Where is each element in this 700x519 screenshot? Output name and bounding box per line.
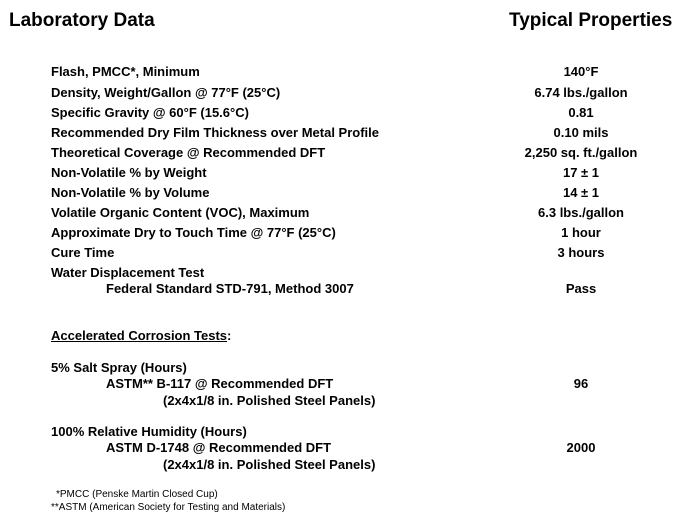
salt-spray-label: 5% Salt Spray (Hours) [51,360,187,375]
property-label: Flash, PMCC*, Minimum [51,64,200,79]
property-value: 14 ± 1 [562,185,600,200]
property-label: Non-Volatile % by Volume [51,185,210,200]
property-label: Volatile Organic Content (VOC), Maximum [51,205,310,220]
property-value: 1 hour [561,225,601,240]
corrosion-heading-text: Accelerated Corrosion Tests [51,328,228,343]
humidity-panels: (2x4x1/8 in. Polished Steel Panels) [163,457,376,472]
property-value: 6.74 lbs./gallon [534,85,628,100]
salt-spray-method: ASTM** B-117 @ Recommended DFT [106,376,334,391]
property-label: Specific Gravity @ 60°F (15.6°C) [51,105,249,120]
section-title-laboratory-data: Laboratory Data [9,10,155,31]
property-label: Recommended Dry Film Thickness over Metal Profile [51,125,379,140]
corrosion-heading [51,328,231,343]
property-value: 3 hours [557,245,605,260]
property-value: 140°F [563,64,599,79]
property-value: 6.3 lbs./gallon [538,205,624,220]
water-test-label: Water Displacement Test [51,265,205,280]
corrosion-heading-colon: : [227,328,232,343]
property-label: Non-Volatile % by Weight [51,165,207,180]
property-value: 2,250 sq. ft./gallon [524,145,638,160]
property-label: Density, Weight/Gallon @ 77°F (25°C) [51,85,281,100]
salt-spray-panels: (2x4x1/8 in. Polished Steel Panels) [163,393,376,408]
salt-spray-value: 96 [573,376,589,391]
section-title-typical-properties: Typical Properties [509,10,673,31]
humidity-label: 100% Relative Humidity (Hours) [51,424,247,439]
property-label: Theoretical Coverage @ Recommended DFT [51,145,326,160]
humidity-value: 2000 [566,440,596,455]
property-label: Approximate Dry to Touch Time @ 77°F (25°C) [51,225,336,240]
footnote-astm: **ASTM (American Society for Testing and Materials) [51,502,286,513]
property-value: 0.81 [568,105,594,120]
water-test-value: Pass [565,281,597,296]
property-value: 17 ± 1 [562,165,600,180]
humidity-method: ASTM D-1748 @ Recommended DFT [106,440,332,455]
footnote-pmcc: *PMCC (Penske Martin Closed Cup) [56,489,218,500]
property-label: Cure Time [51,245,115,260]
property-value: 0.10 mils [553,125,609,140]
water-test-sublabel: Federal Standard STD-791, Method 3007 [106,281,354,296]
